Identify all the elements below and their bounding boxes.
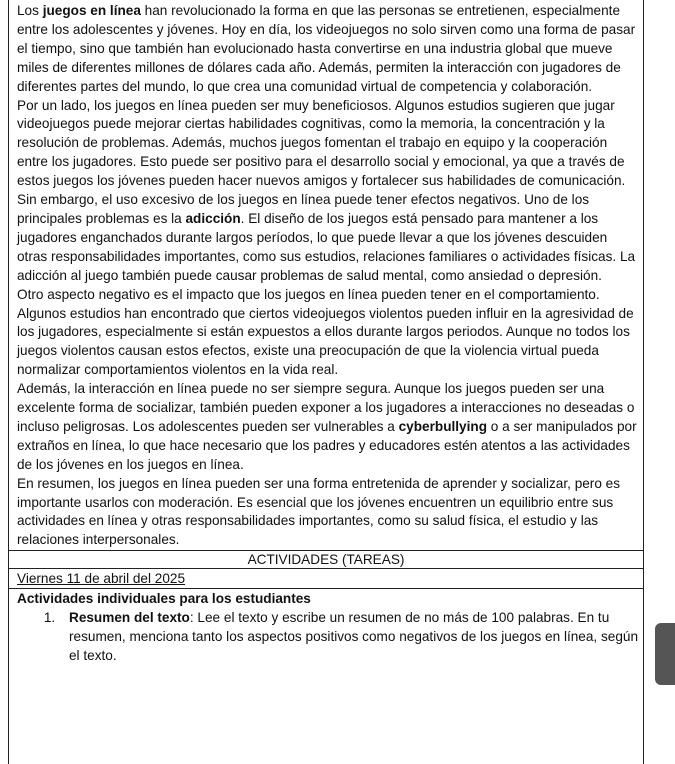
paragraph-6: En resumen, los juegos en línea pueden ser una forma entretenida de aprender y socializar, pero es importante usarlos con moderación. Es esencial que los jóvenes encuentren un equilibrio entre sus actividades en línea y otras responsabilidades importantes, como su salud física, el estudio y las relaciones interpersonales. [17, 475, 621, 548]
text-run: Los [17, 3, 43, 18]
paragraph-3 [17, 191, 637, 286]
activities-subtitle: Actividades individuales para los estudiantes [17, 591, 311, 607]
activity-date: Viernes 11 de abril del 2025 [9, 569, 643, 589]
reading-text [9, 0, 643, 550]
document-page [8, 0, 644, 764]
text-run: han revolucionado la forma en que las personas se entretienen, especialmente entre los adolescentes y jóvenes. Hoy en día, los videojuegos no solo sirven como una forma de pasar el tiempo, sino que también han evolucionado hasta convertirse en una industria global que mueve miles de diferentes millones de dólares cada año. Además, permiten la interacción con jugadores de diferentes partes del mundo, lo que crea una comunidad virtual de competencia y colaboración. [17, 3, 636, 94]
paragraph-4: Otro aspecto negativo es el impacto que los juegos en línea pueden tener en el comportamiento. Algunos estudios han encontrado que ciertos videojuegos violentos pueden influir en la agresividad de los jugadores, especialmente si están expuestos a ellos durante largos periodos. Aunque no todos los juegos violentos causan estos efectos, existe una preocupación de que la violencia virtual pueda normalizar comportamientos violentos en la vida real. [17, 286, 634, 378]
bold-term: juegos en línea [42, 3, 141, 18]
text-run: Sin embargo, el uso excesivo de los juegos en línea puede tener efectos negativos. Uno de los principales problemas es la [17, 192, 590, 226]
scrollbar-thumb[interactable] [655, 623, 675, 685]
activities-section [9, 589, 643, 665]
paragraph-5 [17, 380, 637, 475]
text-run: o a ser manipulados por extraños en línea, lo que hace necesario que los padres y educadores estén atentos a las actividades de los jóvenes en los juegos en línea. [17, 418, 637, 472]
activities-list [17, 608, 643, 665]
activity-item-1 [59, 608, 643, 665]
bold-term: cyberbullying [398, 418, 488, 434]
activity-item-text: : Lee el texto y escribe un resumen de no más de 100 palabras. En tu resumen, menciona tanto los aspectos positivos como negativos de los juegos en línea, según el texto. [69, 610, 639, 664]
paragraph-2: Por un lado, los juegos en línea pueden ser muy beneficiosos. Algunos estudios sugieren que jugar videojuegos puede mejorar ciertas habilidades cognitivas, como la memoria, la concentración y la resolución de problemas. Además, muchos juegos fomentan el trabajo en equipo y la cooperación entre los jugadores. Esto puede ser positivo para el desarrollo social y emocional, ya que a través de estos juegos los jóvenes pueden hacer nuevos amigos y fortalecer sus habilidades de comunicación. [17, 97, 626, 189]
activities-header: ACTIVIDADES (TAREAS) [9, 550, 643, 569]
bold-term: adicción [185, 210, 241, 226]
text-run: . El diseño de los juegos está pensado para mantener a los jugadores enganchados durante largos períodos, lo que puede llevar a que los jóvenes descuiden otras responsabilidades importantes, como sus estudios, relaciones familiares o actividades físicas. La adicción al juego también puede causar problemas de salud mental, como ansiedad o depresión. [17, 210, 636, 283]
text-run: Además, la interacción en línea puede no ser siempre segura. Aunque los juegos pueden ser una excelente forma de socializar, también pueden exponer a los jugadores a interacciones no deseadas o incluso peligrosas. Los adolescentes pueden ser vulnerables a [17, 381, 635, 434]
paragraph-1 [17, 2, 637, 97]
activity-item-title: Resumen del texto [69, 610, 190, 626]
